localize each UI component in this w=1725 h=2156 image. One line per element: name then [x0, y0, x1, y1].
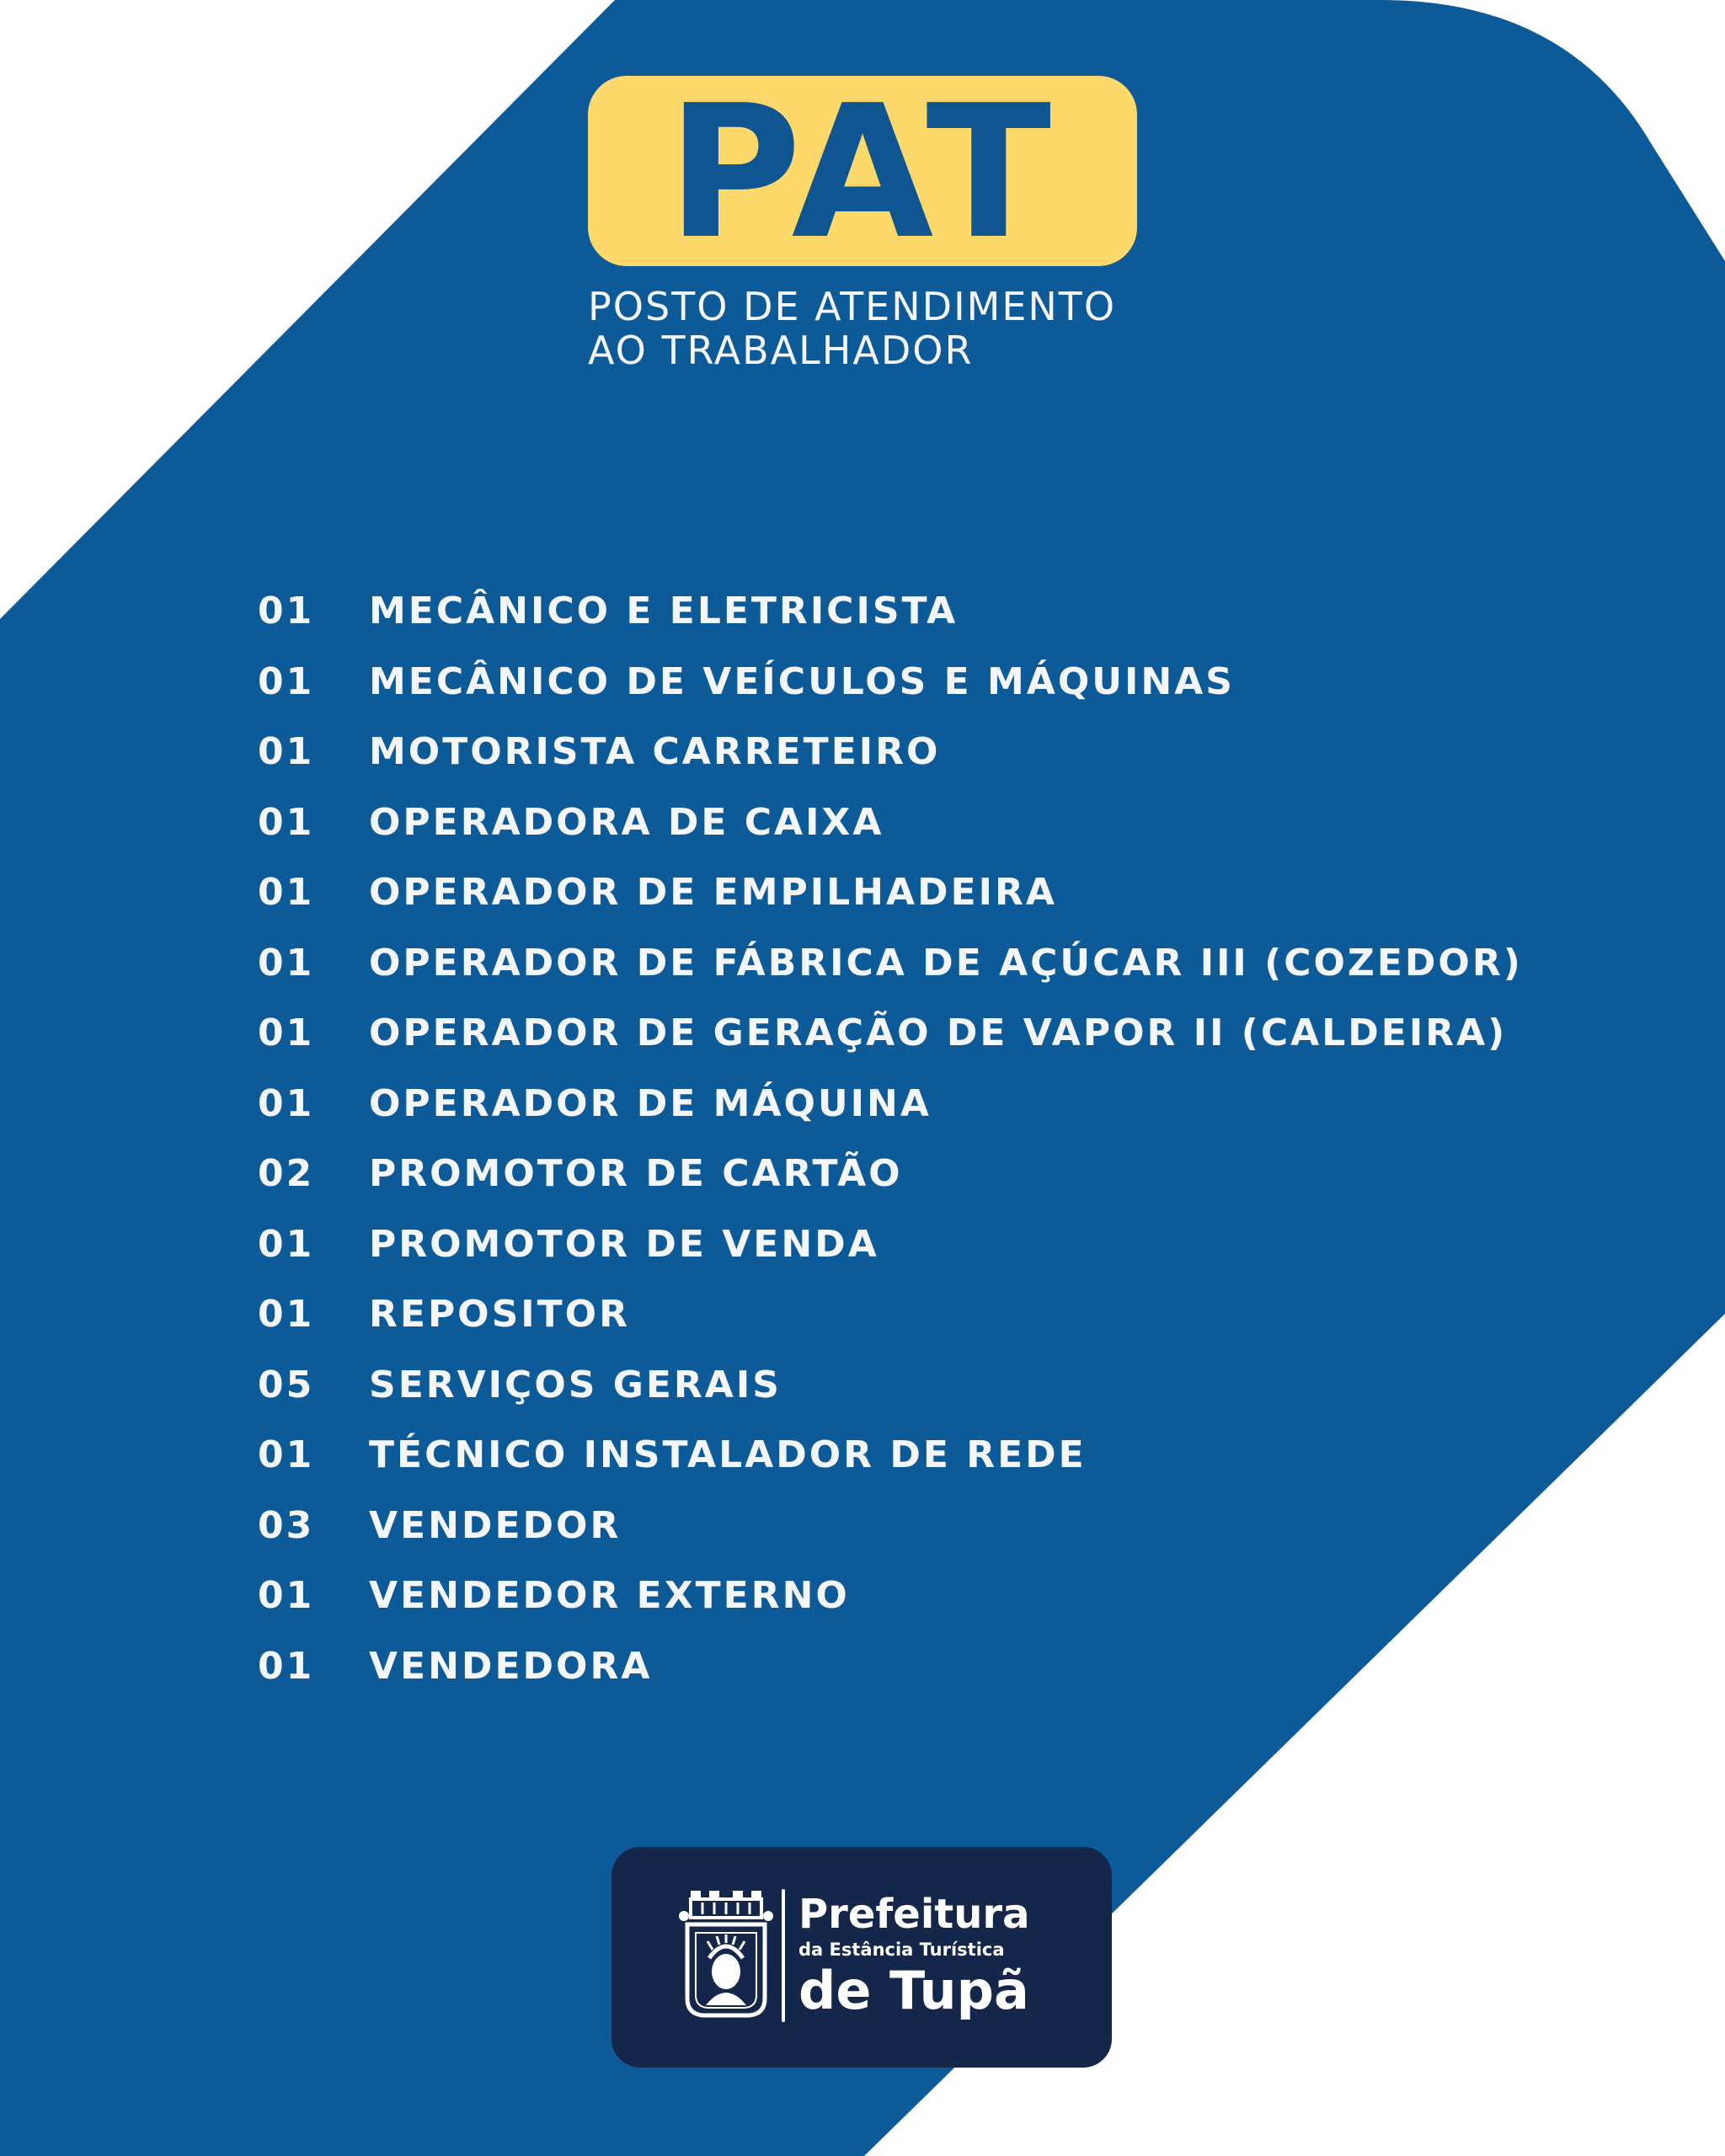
- prefeitura-footer-badge: [611, 1847, 1112, 2068]
- vacancy-count: 01: [258, 590, 315, 633]
- vacancy-row: [258, 717, 1521, 787]
- vacancy-row: [258, 576, 1521, 647]
- vacancy-title: REPOSITOR: [369, 1293, 630, 1337]
- vacancy-count: 01: [258, 1011, 315, 1055]
- vacancy-count: 01: [258, 1574, 315, 1618]
- municipal-crest-icon: [677, 1887, 775, 2024]
- vacancy-title: OPERADOR DE GERAÇÃO DE VAPOR II (CALDEIRA): [369, 1011, 1508, 1055]
- vacancy-row: [258, 1350, 1521, 1421]
- vacancy-title: PROMOTOR DE VENDA: [369, 1222, 879, 1266]
- tupa-line: de Tupã: [798, 1960, 1029, 2021]
- vacancy-row: [258, 1561, 1521, 1631]
- vacancy-title: MECÂNICO DE VEÍCULOS E MÁQUINAS: [369, 659, 1235, 703]
- prefeitura-wordmark: [798, 1891, 1029, 2020]
- vacancy-title: MECÂNICO E ELETRICISTA: [369, 590, 959, 633]
- vacancy-title: OPERADORA DE CAIXA: [369, 800, 884, 844]
- vacancy-count: 01: [258, 1433, 315, 1477]
- vacancy-count: 01: [258, 1644, 315, 1688]
- vacancy-title: TÉCNICO INSTALADOR DE REDE: [369, 1433, 1087, 1477]
- footer-divider: [782, 1889, 785, 2022]
- vacancy-count: 01: [258, 800, 315, 844]
- prefeitura-line: Prefeitura: [798, 1891, 1030, 1938]
- vacancy-row: [258, 928, 1521, 999]
- vacancy-title: MOTORISTA CARRETEIRO: [369, 730, 941, 774]
- vacancy-title: VENDEDOR EXTERNO: [369, 1574, 850, 1618]
- vacancy-count: 02: [258, 1152, 315, 1196]
- vacancy-count: 01: [258, 730, 315, 774]
- estancia-line: da Estância Turística: [798, 1940, 1005, 1960]
- vacancy-row: [258, 1279, 1521, 1350]
- vacancy-title: PROMOTOR DE CARTÃO: [369, 1152, 903, 1196]
- vacancy-row: [258, 998, 1521, 1069]
- vacancy-title: OPERADOR DE FÁBRICA DE AÇÚCAR III (COZEDOR): [369, 941, 1523, 985]
- vacancy-row: [258, 1631, 1521, 1702]
- vacancy-row: [258, 1420, 1521, 1491]
- pat-logo-badge: [588, 67, 1137, 280]
- vacancy-count: 03: [258, 1503, 315, 1547]
- vacancy-count: 01: [258, 1222, 315, 1266]
- vacancy-title: VENDEDORA: [369, 1644, 653, 1688]
- vacancy-row: [258, 1069, 1521, 1139]
- vacancy-row: [258, 1491, 1521, 1561]
- vacancy-row: [258, 787, 1521, 858]
- vacancy-title: VENDEDOR: [369, 1503, 622, 1547]
- vacancy-count: 01: [258, 871, 315, 915]
- vacancy-title: OPERADOR DE EMPILHADEIRA: [369, 871, 1057, 915]
- vacancy-row: [258, 857, 1521, 928]
- subtitle-line-1: POSTO DE ATENDIMENTO: [588, 284, 1117, 329]
- subtitle-line-2: AO TRABALHADOR: [588, 328, 974, 373]
- vacancy-row: [258, 1209, 1521, 1280]
- vacancy-title: SERVIÇOS GERAIS: [369, 1363, 782, 1406]
- vacancy-title: OPERADOR DE MÁQUINA: [369, 1081, 932, 1125]
- vacancy-row: [258, 647, 1521, 718]
- pat-subtitle: [588, 285, 1116, 372]
- pat-logo-text: PAT: [666, 67, 1059, 280]
- vacancy-row: [258, 1139, 1521, 1209]
- vacancy-count: 01: [258, 1081, 315, 1125]
- vacancy-count: 01: [258, 941, 315, 985]
- vacancy-count: 01: [258, 1293, 315, 1337]
- vacancy-count: 01: [258, 659, 315, 703]
- vacancy-count: 05: [258, 1363, 315, 1406]
- vacancy-list: [258, 576, 1521, 1701]
